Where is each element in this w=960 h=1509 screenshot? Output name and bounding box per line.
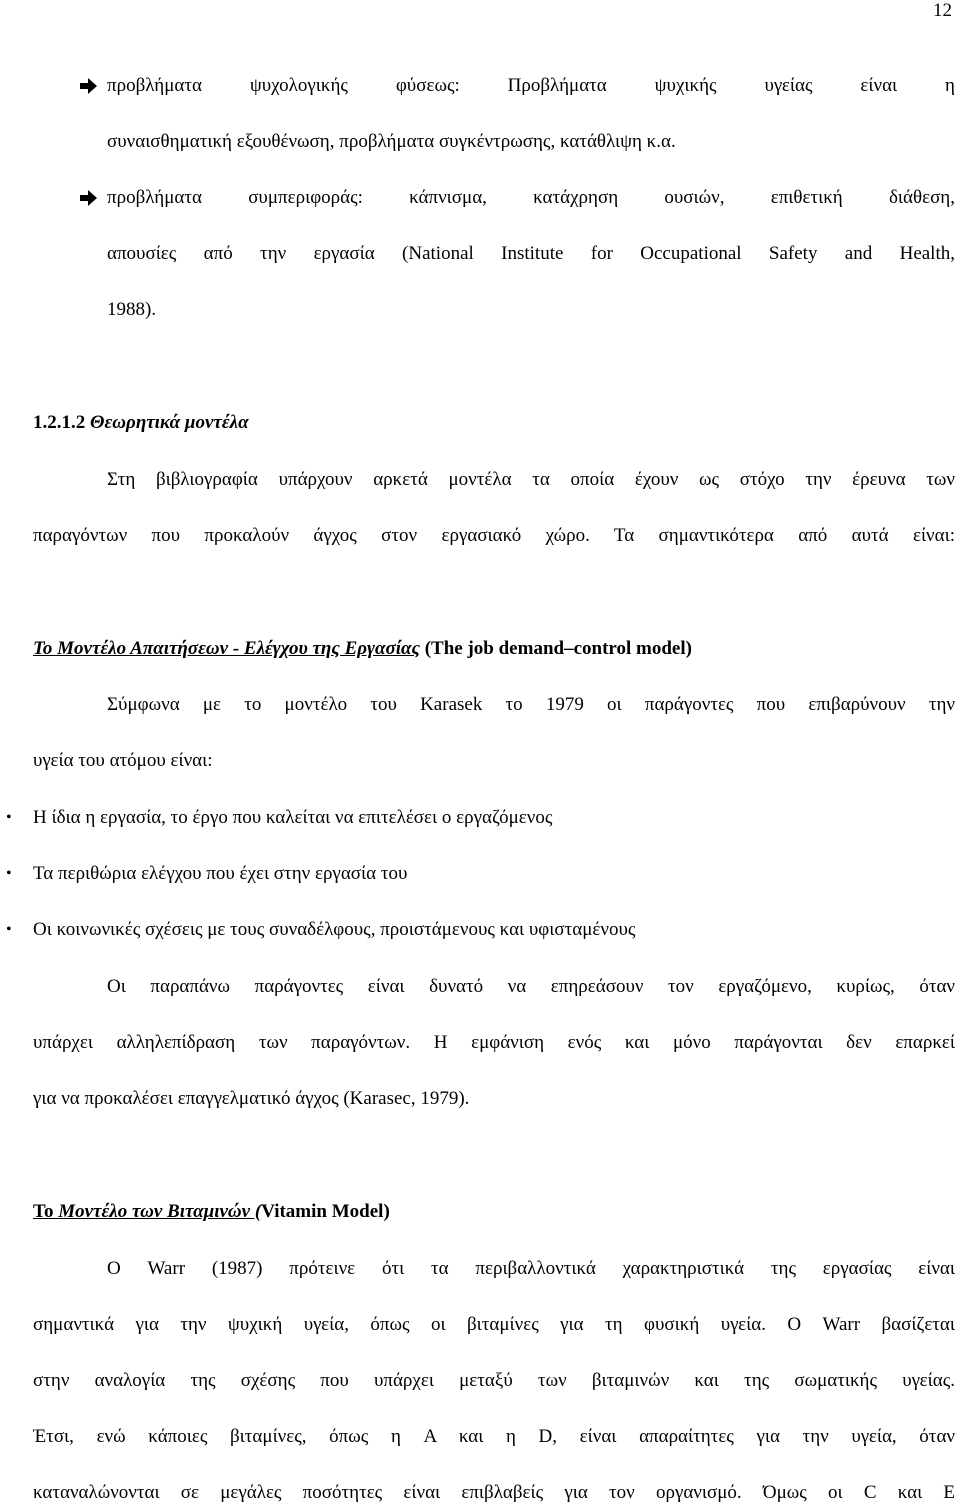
model2-line-3: στην αναλογία της σχέσης που υπάρχει μεταξύ των βιταμινών και της σωματικής υγείας. bbox=[33, 1370, 955, 1391]
model1-p1-line-1: Σύμφωνα με το μοντέλο του Karasek το 1979 οι παράγοντες που επιβαρύνουν την bbox=[107, 694, 955, 715]
model2-heading bbox=[33, 1200, 955, 1224]
arrow-right-icon bbox=[78, 75, 98, 97]
model2-line-2: σημαντικά για την ψυχική υγεία, όπως οι βιταμίνες για τη φυσική υγεία. Ο Warr βασίζεται bbox=[33, 1314, 955, 1335]
intro-line-2: παραγόντων που προκαλούν άγχος στον εργασιακό χώρο. Τα σημαντικότερα από αυτά είναι: bbox=[33, 525, 955, 546]
arrow-bullet-2-line-3: 1988). bbox=[107, 299, 157, 320]
model1-heading-english: (The job demand–control model) bbox=[424, 638, 692, 659]
model2-heading-greek: Μοντέλο των Βιταμινών ( bbox=[58, 1201, 262, 1222]
bullet-dot-icon: • bbox=[6, 865, 12, 882]
arrow-bullet-1-line-1: προβλήματα ψυχολογικής φύσεως: Προβλήματα ψυχικής υγείας είναι η bbox=[107, 75, 955, 96]
model2-line-5: καταναλώνονται σε μεγάλες ποσότητες είναι επιβλαβείς για τον οργανισμό. Όμως οι C και E bbox=[33, 1482, 955, 1503]
section-number: 1.2.1.2 bbox=[33, 412, 86, 433]
section-title: Θεωρητικά μοντέλα bbox=[90, 412, 249, 433]
model1-p1-line-2: υγεία του ατόμου είναι: bbox=[33, 750, 213, 771]
page-number: 12 bbox=[933, 0, 952, 21]
arrow-bullet-1-line-2: συναισθηματική εξουθένωση, προβλήματα συγκέντρωσης, κατάθλιψη κ.α. bbox=[107, 131, 676, 152]
model1-heading-greek: Το Μοντέλο Απαιτήσεων - Ελέγχου της Εργασίας bbox=[33, 638, 420, 659]
bullet-dot-icon: • bbox=[6, 921, 12, 938]
model2-heading-prefix: Το bbox=[33, 1201, 59, 1222]
bullet-dot-icon: • bbox=[6, 809, 12, 826]
model1-bullet-2: Τα περιθώρια ελέγχου που έχει στην εργασία του bbox=[33, 863, 408, 884]
model1-p2-line-3: για να προκαλέσει επαγγελματικό άγχος (Karasec, 1979). bbox=[33, 1088, 470, 1109]
arrow-right-icon bbox=[78, 187, 98, 209]
model1-bullet-1: Η ίδια η εργασία, το έργο που καλείται να επιτελέσει ο εργαζόμενος bbox=[33, 807, 553, 828]
model1-p2-line-2: υπάρχει αλληλεπίδραση των παραγόντων. Η εμφάνιση ενός και μόνο παράγονται δεν επαρκεί bbox=[33, 1032, 955, 1053]
model1-p2-line-1: Οι παραπάνω παράγοντες είναι δυνατό να επηρεάσουν τον εργαζόμενο, κυρίως, όταν bbox=[107, 976, 955, 997]
arrow-bullet-2-line-2: απουσίες από την εργασία (National Institute for Occupational Safety and Health, bbox=[107, 243, 955, 264]
model1-heading bbox=[33, 637, 955, 661]
model1-bullet-3: Οι κοινωνικές σχέσεις με τους συναδέλφους, προιστάμενους και υφισταμένους bbox=[33, 919, 636, 940]
model2-line-1: Ο Warr (1987) πρότεινε ότι τα περιβαλλοντικά χαρακτηριστικά της εργασίας είναι bbox=[107, 1258, 955, 1279]
arrow-bullet-2-line-1: προβλήματα συμπεριφοράς: κάπνισμα, κατάχρηση ουσιών, επιθετική διάθεση, bbox=[107, 187, 955, 208]
section-heading bbox=[33, 411, 955, 435]
intro-line-1: Στη βιβλιογραφία υπάρχουν αρκετά μοντέλα τα οποία έχουν ως στόχο την έρευνα των bbox=[107, 469, 955, 490]
model2-heading-english: Vitamin Model) bbox=[261, 1201, 390, 1222]
model2-line-4: Έτσι, ενώ κάποιες βιταμίνες, όπως η A και η D, είναι απαραίτητες για την υγεία, όταν bbox=[33, 1426, 955, 1447]
